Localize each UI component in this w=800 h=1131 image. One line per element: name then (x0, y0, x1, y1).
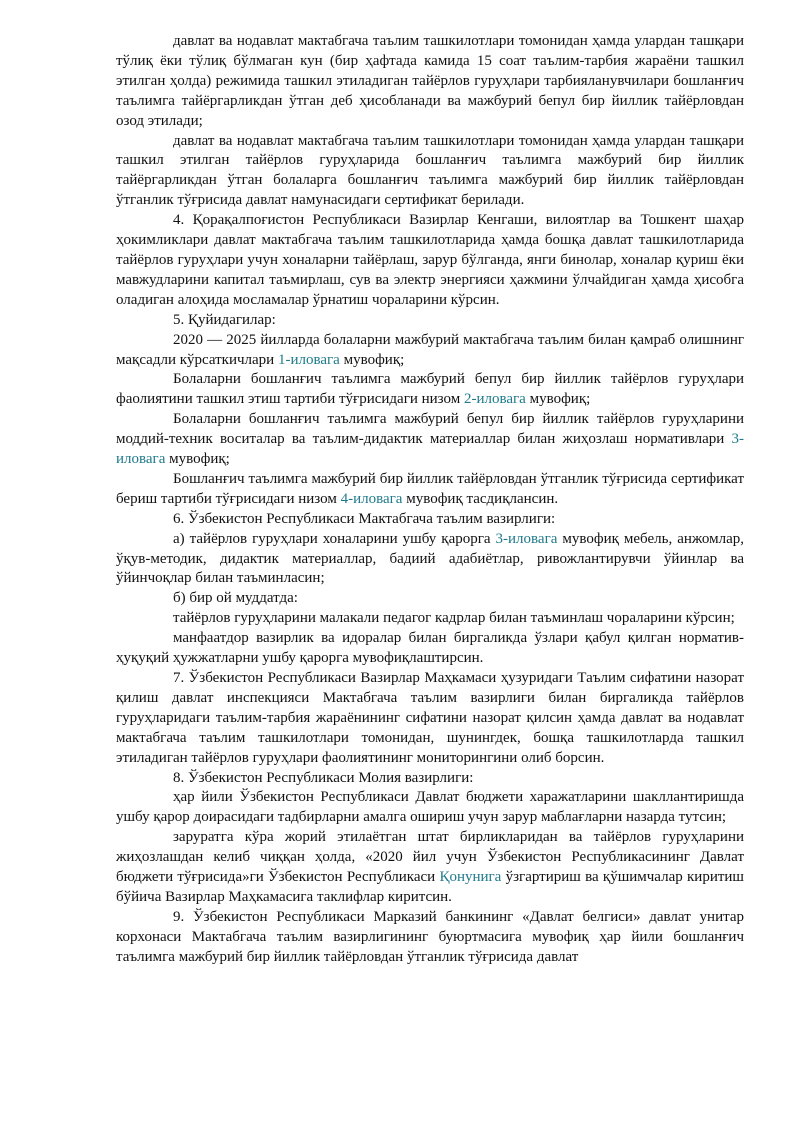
paragraph-item-6b-acts (116, 629, 744, 669)
paragraph-text: Болаларни бошланғич таълимга мажбурий бепул бир йиллик тайёрлов гуруҳлари фаолиятини ташкил этиш тартиби тўғрисидаги низом (116, 371, 744, 408)
paragraph-item-5-regulation (116, 370, 744, 410)
paragraph-text: мувофиқ; (165, 451, 230, 468)
paragraph-text: 9. Ўзбекистон Республикаси Марказий банкининг «Давлат белгиси» давлат унитар корхонаси Мактабгача таълим вазирлигининг буюртмасига мувофиқ ҳар йили бошланғич таълимга мажбурий бир йиллик тайёрловдан ўтганлик тўғрисида давлат (116, 908, 744, 965)
paragraph-item-5-certificate (116, 470, 744, 510)
law-link[interactable]: Қонунига (439, 869, 502, 886)
paragraph-text: манфаатдор вазирлик ва идоралар билан биргаликда ўзлари қабул қилган норматив-ҳуқуқий ҳужжатларни ушбу қарорга мувофиқлаштирсин. (116, 630, 744, 667)
paragraph-text: ҳар йили Ўзбекистон Республикаси Давлат бюджети харажатларини шакллантиришда ушбу қарор доирасидаги тадбирларни амалга ошириш учун зарур маблағларни назарда тутсин; (116, 789, 744, 826)
paragraph-text: 6. Ўзбекистон Республикаси Мактабгача таълим вазирлиги: (173, 510, 556, 527)
paragraph-text: 7. Ўзбекистон Республикаси Вазирлар Маҳкамаси ҳузуридаги Таълим сифатини назорат қилиш давлат инспекцияси Мактабгача таълим вазирлиги билан биргаликда тайёрлов гуруҳларидаги таълим-тарбия жараёнининг сифатини назорат қилсин ҳамда давлат ва нодавлат мактабгача таълим ташкилотлари томонидан, шунингдек, бошқа ташкилотларда ташкил этиладиган тайёрлов гуруҳлари фаолиятининг мониторингини олиб борсин. (116, 670, 744, 766)
paragraph-text: заруратга кўра жорий этилаётган штат бирликларидан ва тайёрлов гуруҳларини жиҳозлашдан келиб чиққан ҳолда, «2020 йил учун Ўзбекистон Республикасининг Давлат бюджети тўғрисида»ги Ўзбекистон Республикаси (116, 829, 744, 886)
paragraph-item-5-norms (116, 410, 744, 470)
paragraph-text: 2020 — 2025 йилларда болаларни мажбурий мактабгача таълим билан қамраб олишнинг мақсадли кўрсаткичлари (116, 331, 744, 368)
paragraph-text: мувофиқ мебель, анжомлар, ўқув-методик, дидактик материаллар, бадиий адабиётлар, ривожлантирувчи ўйинлар ва ўйинчоқлар билан таъминласин; (116, 530, 744, 587)
paragraph-text: мувофиқ; (339, 351, 405, 368)
paragraph-text: давлат ва нодавлат мактабгача таълим ташкилотлари томонидан ҳамда улардан ташқари ташкил этилган тайёрлов гуруҳларида бошланғич таълимга мажбурий бир йиллик тайёргарликдан ўтган болаларга бошланғич таълимга мажбурий бир йиллик тайёрловдан ўтганлик тўғрисида давлат намунасидаги сертификат берилади. (116, 132, 744, 209)
paragraph-enrollment-exemption (116, 32, 744, 132)
paragraph-item-5-targets (116, 331, 744, 371)
paragraph-item-7 (116, 669, 744, 769)
appendix-4-link[interactable]: 4-иловага (340, 490, 403, 507)
paragraph-item-6b-staff (116, 609, 744, 629)
paragraph-item-5-heading (116, 311, 744, 331)
paragraph-text: 5. Қуйидагилар: (173, 311, 276, 328)
paragraph-item-8-budget (116, 788, 744, 828)
appendix-3-link[interactable]: 3-иловага (116, 431, 744, 468)
paragraph-text: а) тайёрлов гуруҳлари хоналарини ушбу қарорга (173, 530, 496, 547)
paragraph-item-8-proposals (116, 828, 744, 908)
paragraph-text: давлат ва нодавлат мактабгача таълим ташкилотлари томонидан ҳамда улардан ташқари тўлиқ ёки тўлиқ бўлмаган кун (бир ҳафтада камида 15 соат таълим-тарбия жараёни ташкил этилган ҳолда) режимида ташкил этиладиган тайёрлов гуруҳлари тарбияланувчилари бошланғич таълимга тайёргарликдан ўтган деб ҳисобланади ва мажбурий бепул бир йиллик тайёрловдан озод этилади; (116, 33, 744, 129)
paragraph-text: ўзгартириш ва қўшимчалар киритиш бўйича Вазирлар Маҳкамасига таклифлар киритсин. (116, 869, 744, 905)
paragraph-item-6-heading (116, 510, 744, 530)
paragraph-text: мувофиқ; (525, 391, 591, 408)
paragraph-text: б) бир ой муддатда: (173, 590, 298, 607)
paragraph-certificate-issue (116, 132, 744, 212)
appendix-3-link[interactable]: 3-иловага (495, 530, 558, 547)
paragraph-text: тайёрлов гуруҳларини малакали педагог кадрлар билан таъминлаш чораларини кўрсин; (173, 610, 735, 627)
appendix-2-link[interactable]: 2-иловага (463, 391, 526, 408)
paragraph-text: Болаларни бошланғич таълимга мажбурий бепул бир йиллик тайёрлов гуруҳларини моддий-техник воситалар ва таълим-дидактик материаллар билан жиҳозлаш нормативлари (116, 411, 744, 448)
paragraph-item-8-heading (116, 769, 744, 789)
paragraph-item-4 (116, 211, 744, 311)
paragraph-item-6a (116, 530, 744, 590)
paragraph-text: 4. Қорақалпоғистон Республикаси Вазирлар Кенгаши, вилоятлар ва Тошкент шаҳар ҳокимликлари давлат мактабгача таълим ташкилотларида ҳамда бошқа давлат ташкилотларида тайёрлов гуруҳлари учун хоналарни тайёрлаш, зарур бўлганда, янги бинолар, хоналар қуриш ёки мавжудларини капитал таъмирлаш, сув ва электр энергияси ҳажмини ўлчайдиган ҳамда ҳисобга оладиган алоҳида мосламалар ўрнатиш чораларини кўрсин. (116, 212, 744, 308)
paragraph-text: 8. Ўзбекистон Республикаси Молия вазирлиги: (173, 769, 474, 786)
paragraph-item-6b (116, 589, 744, 609)
paragraph-item-9 (116, 908, 744, 968)
paragraph-text: мувофиқ тасдиқлансин. (402, 490, 559, 507)
paragraph-text: Бошланғич таълимга мажбурий бир йиллик тайёрловдан ўтганлик тўғрисида сертификат бериш тартиби тўғрисидаги низом (116, 470, 744, 507)
appendix-1-link[interactable]: 1-иловага (277, 351, 340, 368)
